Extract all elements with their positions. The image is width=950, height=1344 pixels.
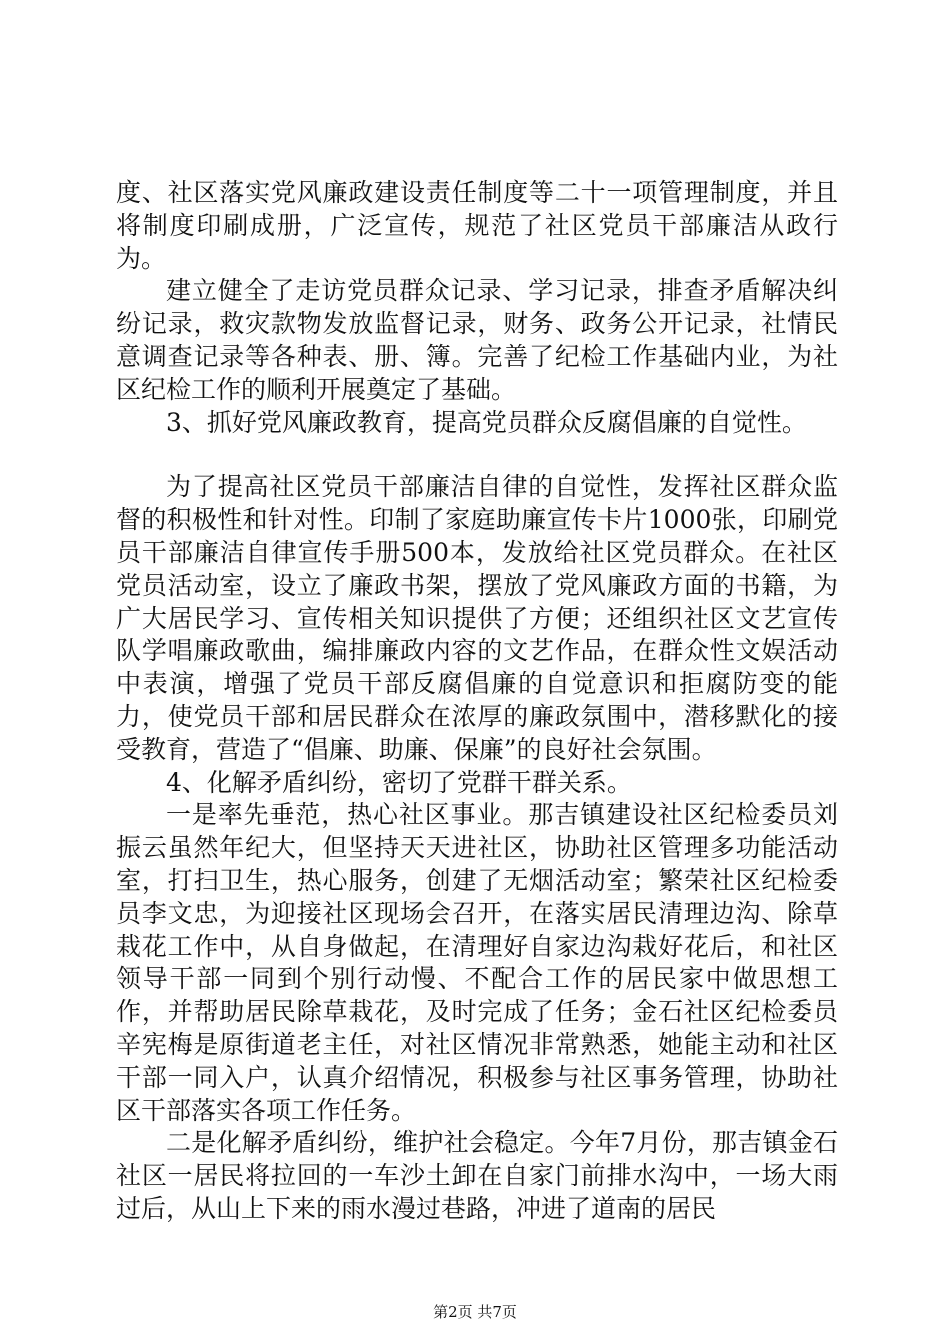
- paragraph-5: 二是化解矛盾纠纷，维护社会稳定。今年7月份，那吉镇金石社区一居民将拉回的一车沙土卸在自家门前排水沟中，一场大雨过后，从山上下来的雨水漫过巷路，冲进了道南的居民: [116, 1128, 838, 1223]
- paragraph-3: 为了提高社区党员干部廉洁自律的自觉性，发挥社区群众监督的积极性和针对性。印制了家庭助廉宣传卡片1000张，印刷党员干部廉洁自律宣传手册500本，发放给社区党员群众。在社区党员活动室，设立了廉政书架，摆放了党风廉政方面的书籍，为广大居民学习、宣传相关知识提供了方便；还组织社区文艺宣传队学唱廉政歌曲，编排廉政内容的文艺作品，在群众性文娱活动中表演，增强了党员干部反腐倡廉的自觉意识和拒腐防变的能力，使党员干部和居民群众在浓厚的廉政氛围中，潜移默化的接受教育，营造了“倡廉、助廉、保廉”的良好社会氛围。: [116, 472, 838, 764]
- page-footer: 第2页 共7页: [433, 1303, 517, 1321]
- paragraph-1: 度、社区落实党风廉政建设责任制度等二十一项管理制度，并且将制度印刷成册，广泛宣传，规范了社区党员干部廉洁从政行为。: [116, 178, 838, 273]
- paragraph-4: 一是率先垂范，热心社区事业。那吉镇建设社区纪检委员刘振云虽然年纪大，但坚持天天进社区，协助社区管理多功能活动室，打扫卫生，热心服务，创建了无烟活动室；繁荣社区纪检委员李文忠，为迎接社区现场会召开，在落实居民清理边沟、除草栽花工作中，从自身做起，在清理好自家边沟栽好花后，和社区领导干部一同到个别行动慢、不配合工作的居民家中做思想工作，并帮助居民除草栽花，及时完成了任务；金石社区纪检委员辛宪梅是原街道老主任，对社区情况非常熟悉，她能主动和社区干部一同入户，认真介绍情况，积极参与社区事务管理，协助社区干部落实各项工作任务。: [116, 800, 838, 1125]
- section-heading-4: 4、化解矛盾纠纷，密切了党群干群关系。: [166, 767, 632, 797]
- blank-line: [116, 439, 838, 471]
- document-body: [116, 177, 838, 1226]
- section-heading-3: 3、抓好党风廉政教育，提高党员群众反腐倡廉的自觉性。: [166, 407, 807, 437]
- paragraph-2: 建立健全了走访党员群众记录、学习记录，排查矛盾解决纠纷记录，救灾款物发放监督记录，财务、政务公开记录，社情民意调查记录等各种表、册、簿。完善了纪检工作基础内业，为社区纪检工作的顺利开展奠定了基础。: [116, 276, 838, 404]
